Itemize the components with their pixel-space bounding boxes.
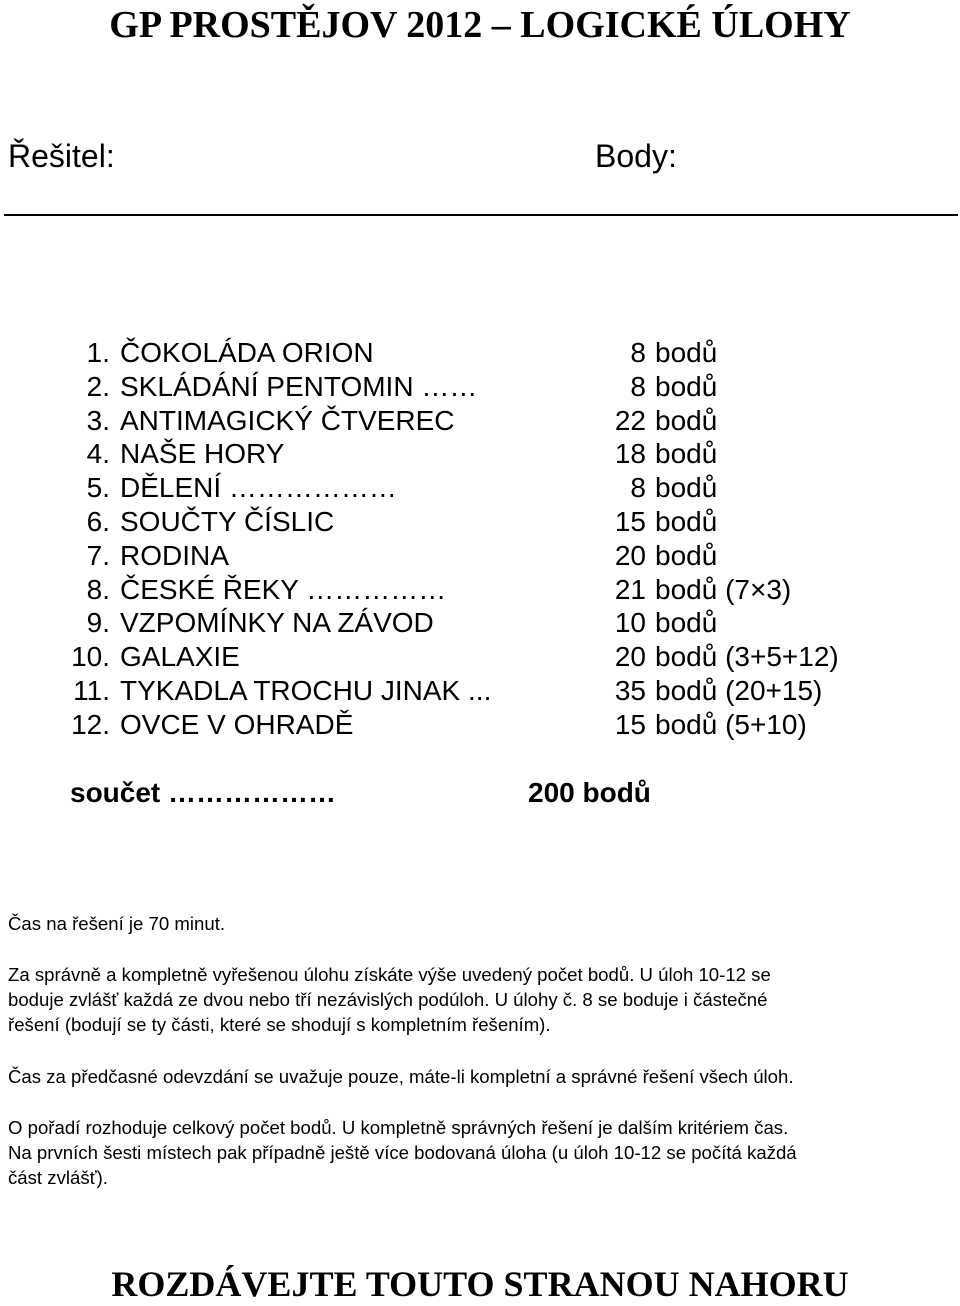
time-note: Čas na řešení je 70 minut. [8,913,226,934]
task-row [0,573,960,607]
task-list [0,336,960,742]
sum-value: 200 bodů [528,777,651,808]
task-number: 12. [71,708,110,740]
task-name: DĚLENÍ ……………… [120,472,397,504]
task-number: 10. [71,641,110,673]
early-submission-note: Čas za předčasné odevzdání se uvažuje pouze, máte-li kompletní a správné řešení všech úloh. [8,1066,794,1087]
task-points: 18 [614,438,646,470]
task-number: 3. [86,404,110,436]
header-divider [4,214,958,216]
task-unit: bodů [655,641,718,673]
task-points: 10 [614,607,646,639]
task-points: 35 [614,674,646,706]
task-points: 8 [630,337,646,368]
task-number: 1. [86,337,110,368]
task-name: SKLÁDÁNÍ PENTOMIN …… [120,370,478,402]
task-name: GALAXIE [120,641,240,673]
task-name: VZPOMÍNKY NA ZÁVOD [120,607,434,639]
task-row [0,471,960,505]
page-title: GP PROSTĚJOV 2012 – LOGICKÉ ÚLOHY [109,4,851,46]
order-line-1: O pořadí rozhoduje celkový počet bodů. U kompletně správných řešení je dalším kritériem čas. [8,1117,789,1138]
points-label: Body: [595,138,677,174]
task-number: 9. [86,607,110,639]
task-unit: bodů [655,539,718,571]
task-points: 22 [614,404,646,436]
task-name: ANTIMAGICKÝ ČTVEREC [120,404,455,436]
task-points: 21 [614,573,646,605]
task-row [0,336,960,370]
task-row [0,370,960,404]
task-row [0,505,960,539]
task-breakdown: (20+15) [725,674,823,706]
solver-label: Řešitel: [8,138,115,174]
task-row [0,606,960,640]
task-unit: bodů [655,370,718,402]
order-line-2: Na prvních šesti místech pak případně ještě více bodovaná úloha (u úloh 10-12 se počítá každá [8,1142,797,1163]
task-row [0,539,960,573]
task-number: 8. [86,573,110,605]
task-number: 7. [86,539,110,571]
task-number: 2. [86,370,110,402]
task-unit: bodů [655,607,718,639]
rules-line-2: boduje zvlášť každá ze dvou nebo tří nezávislých podúloh. U úlohy č. 8 se boduje i částečné [8,989,768,1010]
task-unit: bodů [655,573,718,605]
rules-line-3: řešení (bodují se ty části, které se shodují s kompletním řešením). [8,1014,551,1035]
task-breakdown: (7×3) [725,573,792,605]
task-unit: bodů [655,337,718,368]
footer-instruction: ROZDÁVEJTE TOUTO STRANOU NAHORU [111,1264,849,1304]
task-unit: bodů [655,404,718,436]
task-points: 20 [614,539,646,571]
task-points: 15 [614,708,646,740]
task-name: OVCE V OHRADĚ [120,708,354,740]
task-points: 15 [614,505,646,537]
task-row [0,674,960,708]
order-line-3: část zvlášť). [8,1167,108,1188]
task-number: 11. [73,674,110,706]
task-name: ČESKÉ ŘEKY …………… [120,573,447,605]
task-number: 5. [86,472,110,504]
task-points: 20 [614,641,646,673]
task-name: SOUČTY ČÍSLIC [120,505,335,537]
task-unit: bodů [655,505,718,537]
task-number: 6. [86,505,110,537]
task-unit: bodů [655,438,718,470]
task-unit: bodů [655,708,718,740]
task-row [0,437,960,471]
task-unit: bodů [655,472,718,504]
task-name: NAŠE HORY [120,438,285,470]
task-row [0,708,960,742]
task-name: RODINA [120,539,229,571]
task-name: TYKADLA TROCHU JINAK ... [120,674,492,706]
sum-label: součet ……………… [70,777,337,808]
task-row [0,640,960,674]
task-unit: bodů [655,674,718,706]
task-points: 8 [630,472,646,504]
rules-line-1: Za správně a kompletně vyřešenou úlohu získáte výše uvedený počet bodů. U úloh 10-12 se [8,964,771,985]
task-points: 8 [630,370,646,402]
task-row [0,404,960,438]
task-name: ČOKOLÁDA ORION [120,337,374,368]
task-breakdown: (5+10) [725,708,807,740]
task-number: 4. [86,438,110,470]
task-breakdown: (3+5+12) [725,641,839,673]
